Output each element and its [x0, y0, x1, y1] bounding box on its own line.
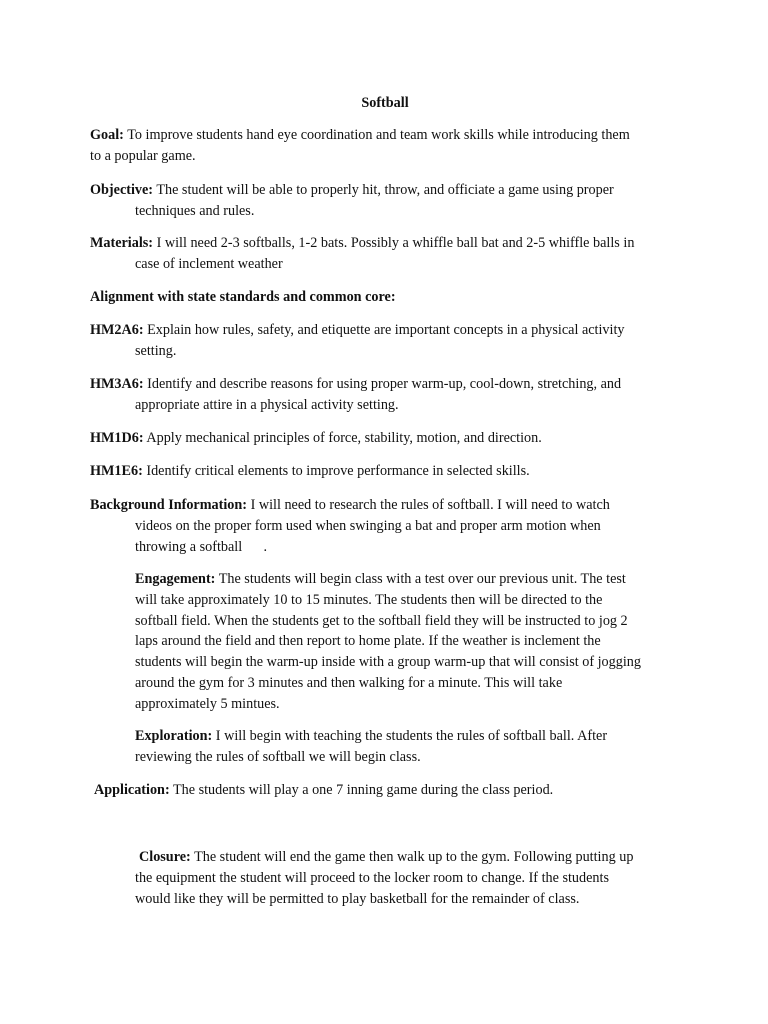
engagement-label: Engagement:: [135, 571, 216, 587]
background-text-line-2: videos on the proper form used when swinging a bat and proper arm motion when: [135, 517, 601, 534]
materials-label: Materials:: [90, 235, 154, 251]
objective-label: Objective:: [90, 182, 154, 198]
goal-text-line-2: to a popular game.: [90, 147, 196, 164]
application-label: Application:: [94, 782, 170, 798]
closure-text-line-2: the equipment the student will proceed to the locker room to change. If the students: [135, 869, 609, 886]
goal-paragraph: [90, 125, 680, 167]
exploration-paragraph: [135, 726, 680, 768]
application-paragraph: [94, 780, 684, 801]
standard-hm3a6: [90, 374, 680, 416]
engagement-text-line-6: around the gym for 3 minutes and then walking for a minute. This will take: [135, 674, 563, 691]
standard-hm1e6: [90, 461, 680, 482]
alignment-heading: Alignment with state standards and common core:: [90, 289, 396, 305]
exploration-text-line-1: I will begin with teaching the students the rules of softball ball. After: [215, 728, 608, 744]
standard-code: HM3A6:: [90, 376, 144, 392]
background-label: Background Information:: [90, 497, 248, 513]
document-title: Softball: [361, 95, 409, 111]
closure-text-line-3: would like they will be permitted to play basketball for the remainder of class.: [135, 890, 580, 907]
standard-hm1d6: [90, 428, 680, 449]
closure-paragraph: [135, 847, 680, 909]
standard-code: HM1D6:: [90, 430, 144, 446]
standard-text-line-1: Apply mechanical principles of force, stability, motion, and direction.: [146, 430, 542, 446]
standard-text-line-2: appropriate attire in a physical activity setting.: [135, 396, 399, 413]
objective-text-line-1: The student will be able to properly hit, throw, and officiate a game using proper: [156, 182, 614, 198]
objective-text-line-2: techniques and rules.: [135, 202, 255, 219]
engagement-text-line-4: laps around the field and then report to home plate. If the weather is inclement the: [135, 633, 601, 650]
closure-text-line-1: The student will end the game then walk up to the gym. Following putting up: [194, 849, 634, 865]
standard-code: HM1E6:: [90, 463, 143, 479]
engagement-text-line-5: students will begin the warm-up inside with a group warm-up that will consist of jogging: [135, 654, 641, 671]
engagement-paragraph: [135, 569, 680, 715]
application-text-line-1: The students will play a one 7 inning game during the class period.: [172, 782, 554, 798]
materials-text-line-2: case of inclement weather: [135, 255, 283, 272]
goal-text-line-1: To improve students hand eye coordination and team work skills while introducing them: [127, 127, 630, 143]
exploration-text-line-2: reviewing the rules of softball we will begin class.: [135, 748, 421, 765]
standard-code: HM2A6:: [90, 322, 144, 338]
standard-text-line-2: setting.: [135, 342, 177, 359]
engagement-text-line-1: The students will begin class with a test over our previous unit. The test: [218, 571, 626, 587]
background-text-line-3: throwing a softball .: [135, 538, 268, 555]
materials-paragraph: [90, 233, 680, 275]
objective-paragraph: [90, 180, 680, 222]
standard-text-line-1: Identify and describe reasons for using proper warm-up, cool-down, stretching, and: [147, 376, 622, 392]
closure-label: Closure:: [139, 849, 191, 865]
engagement-text-line-3: softball field. When the students get to the softball field they will be instructed to jog 2: [135, 612, 628, 629]
standard-text-line-1: Explain how rules, safety, and etiquette are important concepts in a physical activity: [147, 322, 625, 338]
exploration-label: Exploration:: [135, 728, 213, 744]
engagement-text-line-2: will take approximately 10 to 15 minutes. The students then will be directed to the: [135, 591, 603, 608]
background-text-line-1: I will need to research the rules of softball. I will need to watch: [250, 497, 610, 513]
engagement-text-line-7: approximately 5 mintues.: [135, 695, 280, 712]
standard-hm2a6: [90, 320, 680, 362]
background-paragraph: [90, 495, 680, 557]
goal-label: Goal:: [90, 127, 124, 143]
standard-text-line-1: Identify critical elements to improve performance in selected skills.: [146, 463, 530, 479]
materials-text-line-1: I will need 2-3 softballs, 1-2 bats. Possibly a whiffle ball bat and 2-5 whiffle balls in: [156, 235, 635, 251]
